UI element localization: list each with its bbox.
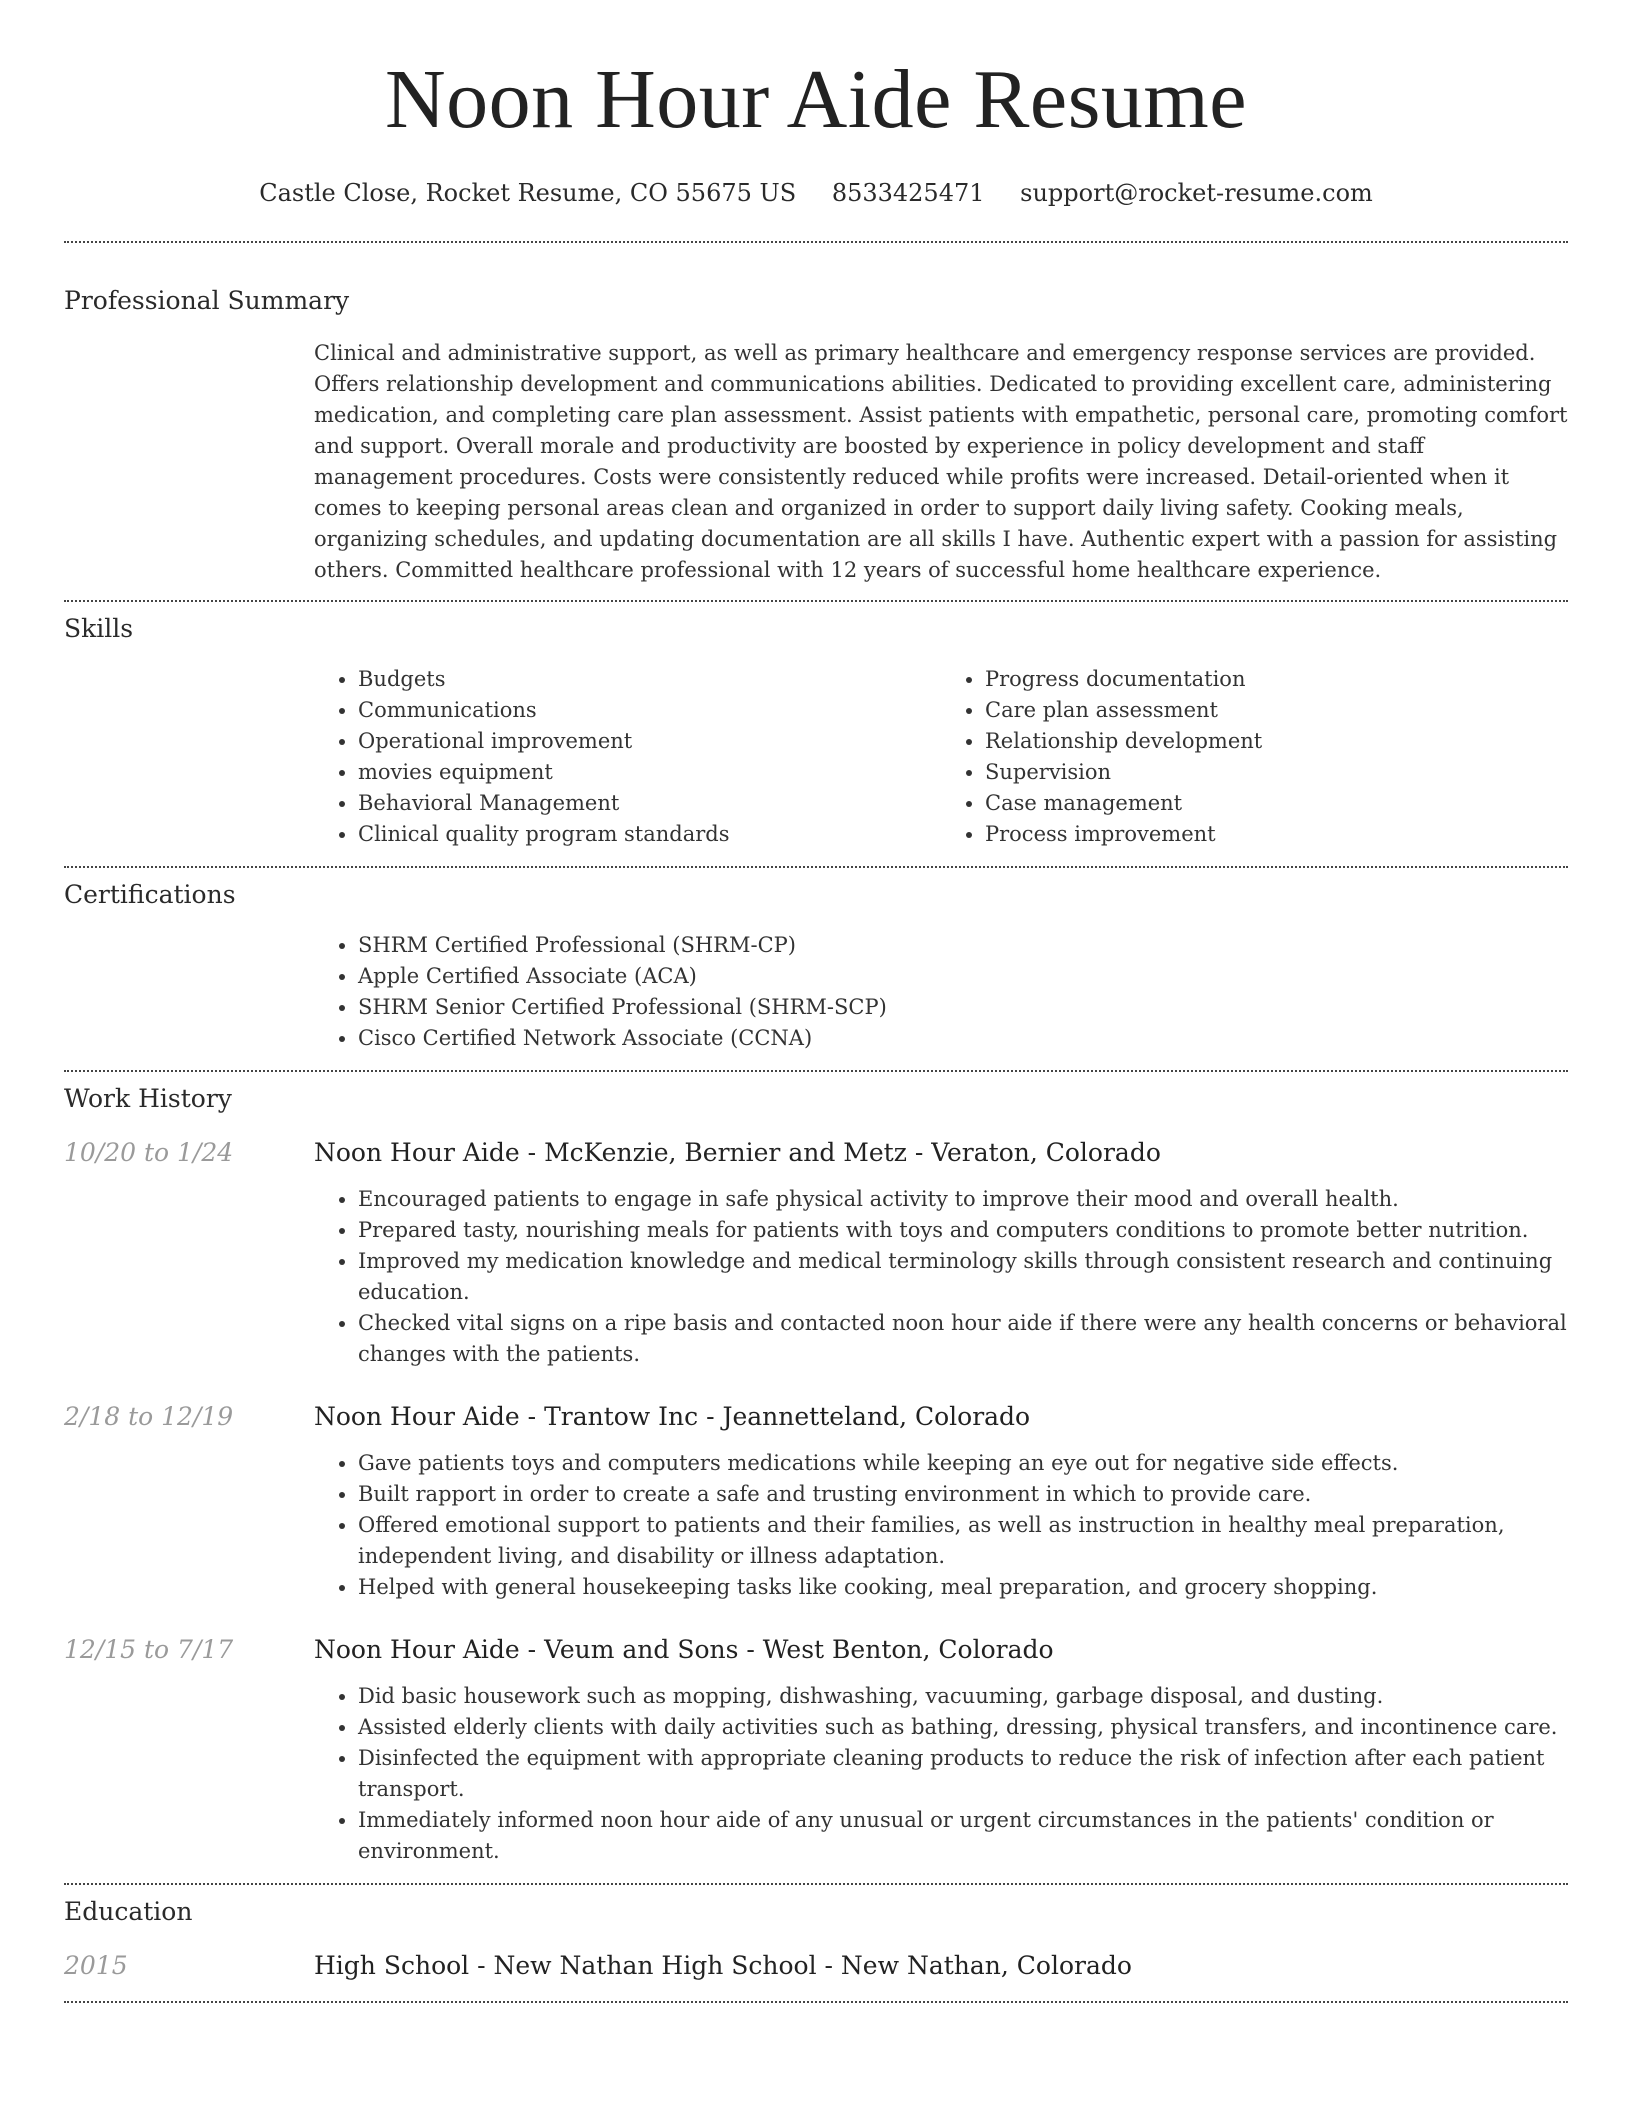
- list-item: • SHRM Certified Professional (SHRM-CP): [358, 930, 1568, 961]
- job-bullets: [314, 1448, 1568, 1603]
- job-title: Noon Hour Aide - Trantow Inc - Jeannetteland, Colorado: [314, 1402, 1031, 1431]
- list-item: • Behavioral Management: [358, 788, 941, 819]
- contact-line: [64, 178, 1568, 208]
- contact-email: support@rocket-resume.com: [1020, 179, 1373, 207]
- work-section: [64, 1072, 1568, 1883]
- skills-list-left: [314, 664, 941, 850]
- resume-title: Noon Hour Aide Resume: [384, 53, 1248, 146]
- job-bullets: [314, 1681, 1568, 1867]
- list-item: • Progress documentation: [985, 664, 1568, 695]
- certifications-heading: Certifications: [64, 880, 236, 909]
- job-entry: [64, 1136, 1568, 1370]
- job-title: Noon Hour Aide - Veum and Sons - West Benton, Colorado: [314, 1635, 1054, 1664]
- list-item: • Disinfected the equipment with appropriate cleaning products to reduce the risk of infection after each patient transport.: [358, 1743, 1568, 1805]
- job-dates: 10/20 to 1/24: [64, 1138, 234, 1167]
- list-item: • Operational improvement: [358, 726, 941, 757]
- list-item: • Apple Certified Associate (ACA): [358, 961, 1568, 992]
- skills-section: [64, 602, 1568, 866]
- list-item: • Built rapport in order to create a safe and trusting environment in which to provide care.: [358, 1479, 1568, 1510]
- list-item: • Case management: [985, 788, 1568, 819]
- list-item: • Budgets: [358, 664, 941, 695]
- education-dates: 2015: [64, 1951, 128, 1980]
- skills-list-right: [941, 664, 1568, 850]
- education-section: [64, 1885, 1568, 2001]
- education-entry: [64, 1949, 1568, 1983]
- summary-text: Clinical and administrative support, as well as primary healthcare and emergency response services are provided. Offers relationship development and communications abilities. Dedicated to providing excellent care, administering medication, and completing care plan assessment. Assist patients with empathetic, personal care, promoting comfort and support. Overall morale and productivity are boosted by experience in policy development and staff management procedures. Costs were consistently reduced while profits were increased. Detail-oriented when it comes to keeping personal areas clean and organized in order to support daily living safety. Cooking meals, organizing schedules, and updating documentation are all skills I have. Authentic expert with a passion for assisting others. Committed healthcare professional with 12 years of successful home healthcare experience.: [314, 341, 1568, 582]
- list-item: • Offered emotional support to patients and their families, as well as instruction in healthy meal preparation, independent living, and disability or illness adaptation.: [358, 1510, 1568, 1572]
- job-entry: [64, 1400, 1568, 1603]
- list-item: • SHRM Senior Certified Professional (SHRM-SCP): [358, 992, 1568, 1023]
- list-item: • Cisco Certified Network Associate (CCNA): [358, 1023, 1568, 1054]
- contact-phone: 8533425471: [831, 179, 985, 207]
- skills-heading: Skills: [64, 614, 134, 643]
- list-item: • Improved my medication knowledge and medical terminology skills through consistent research and continuing education.: [358, 1246, 1568, 1308]
- job-title: Noon Hour Aide - McKenzie, Bernier and Metz - Veraton, Colorado: [314, 1138, 1161, 1167]
- summary-heading: Professional Summary: [64, 286, 350, 315]
- job-entry: [64, 1633, 1568, 1867]
- list-item: • Communications: [358, 695, 941, 726]
- list-item: • Gave patients toys and computers medications while keeping an eye out for negative side effects.: [358, 1448, 1568, 1479]
- contact-address: Castle Close, Rocket Resume, CO 55675 US: [259, 179, 797, 207]
- list-item: • Encouraged patients to engage in safe physical activity to improve their mood and overall health.: [358, 1184, 1568, 1215]
- list-item: • Clinical quality program standards: [358, 819, 941, 850]
- list-item: • Care plan assessment: [985, 695, 1568, 726]
- list-item: • Checked vital signs on a ripe basis and contacted noon hour aide if there were any health concerns or behavioral changes with the patients.: [358, 1308, 1568, 1370]
- list-item: • Helped with general housekeeping tasks like cooking, meal preparation, and grocery shopping.: [358, 1572, 1568, 1603]
- list-item: • Did basic housework such as mopping, dishwashing, vacuuming, garbage disposal, and dusting.: [358, 1681, 1568, 1712]
- list-item: • Prepared tasty, nourishing meals for patients with toys and computers conditions to promote better nutrition.: [358, 1215, 1568, 1246]
- education-heading: Education: [64, 1897, 193, 1926]
- certifications-section: [64, 868, 1568, 1070]
- list-item: • Supervision: [985, 757, 1568, 788]
- divider: [64, 2001, 1568, 2003]
- work-heading: Work History: [64, 1084, 232, 1113]
- list-item: • Relationship development: [985, 726, 1568, 757]
- certifications-list: [314, 930, 1568, 1054]
- job-dates: 12/15 to 7/17: [64, 1635, 234, 1664]
- list-item: • movies equipment: [358, 757, 941, 788]
- summary-section: [64, 243, 1568, 600]
- list-item: • Process improvement: [985, 819, 1568, 850]
- job-bullets: [314, 1184, 1568, 1370]
- list-item: • Assisted elderly clients with daily activities such as bathing, dressing, physical transfers, and incontinence care.: [358, 1712, 1568, 1743]
- list-item: • Immediately informed noon hour aide of any unusual or urgent circumstances in the patients' condition or environment.: [358, 1805, 1568, 1867]
- education-title: High School - New Nathan High School - New Nathan, Colorado: [314, 1951, 1132, 1980]
- job-dates: 2/18 to 12/19: [64, 1402, 234, 1431]
